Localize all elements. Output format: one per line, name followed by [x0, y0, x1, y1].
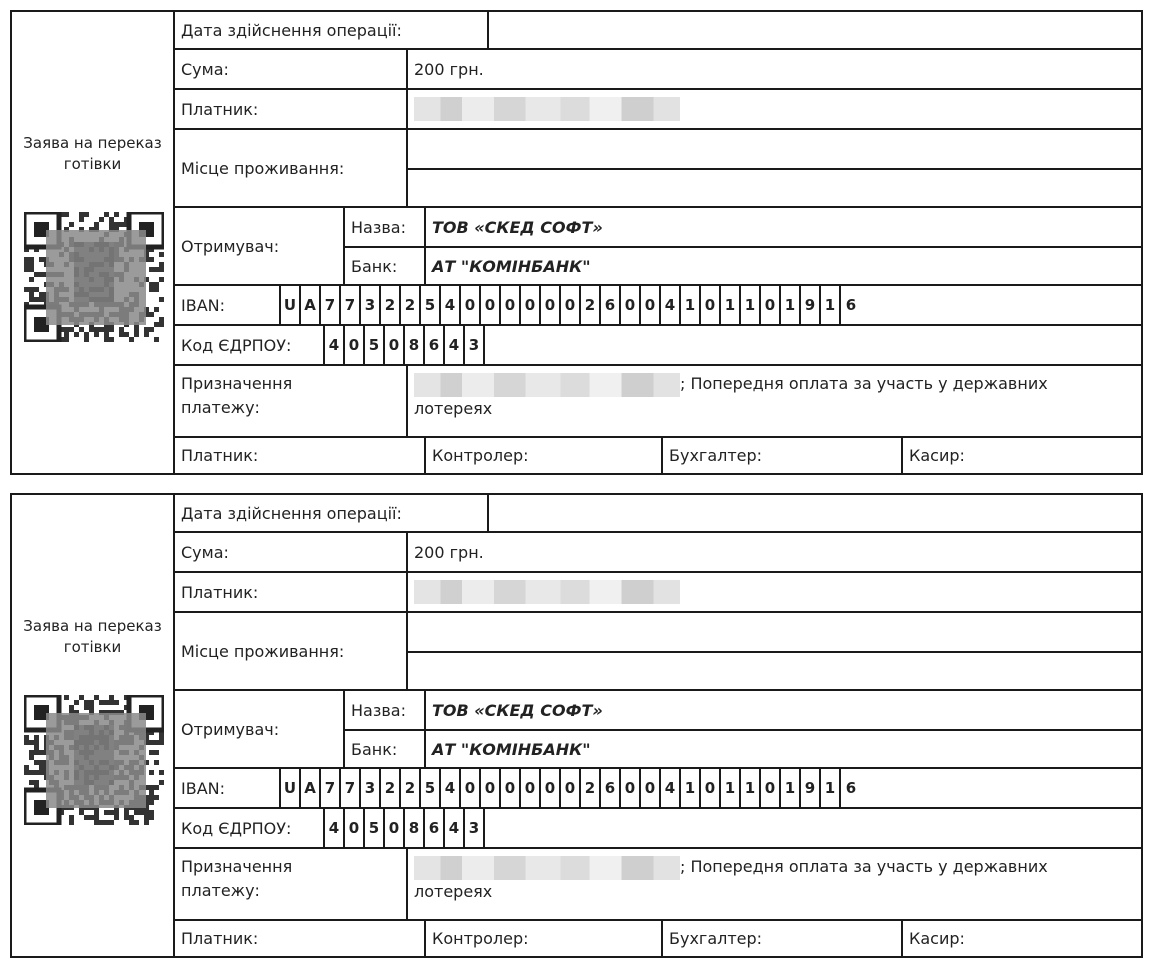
- iban-char: 0: [481, 286, 501, 324]
- date-value-field[interactable]: [489, 12, 1141, 48]
- edrpou-digit: 3: [465, 809, 485, 847]
- bank-value: АТ "КОМІНБАНК": [432, 256, 591, 276]
- form-side-panel: [12, 495, 175, 956]
- edrpou-digit: 5: [365, 326, 385, 364]
- edrpou-label: Код ЄДРПОУ:: [175, 326, 325, 364]
- redacted-payer-name: [414, 580, 680, 604]
- iban-char: 1: [741, 769, 761, 807]
- sum-label: Сума:: [175, 533, 408, 571]
- iban-char: 1: [741, 286, 761, 324]
- iban-char: A: [301, 769, 321, 807]
- sign-payer-label: Платник:: [175, 921, 426, 956]
- edrpou-digit: 4: [445, 809, 465, 847]
- date-value-field[interactable]: [489, 495, 1141, 531]
- edrpou-digit: 0: [385, 809, 405, 847]
- iban-char: 0: [461, 286, 481, 324]
- iban-char: 1: [821, 769, 841, 807]
- iban-char: 1: [721, 286, 741, 324]
- payer-label: Платник:: [175, 90, 408, 128]
- iban-char: 6: [845, 296, 857, 314]
- sum-value: 200 грн.: [414, 59, 484, 79]
- payer-row: [175, 90, 1141, 130]
- form-fields: [175, 495, 1141, 956]
- iban-char: 0: [701, 286, 721, 324]
- residence-row: [175, 130, 1141, 208]
- edrpou-row: [175, 326, 1141, 366]
- signatures-row: [175, 438, 1141, 473]
- edrpou-digit: 4: [445, 326, 465, 364]
- recipient-block: [175, 691, 1141, 769]
- edrpou-digit: 8: [405, 326, 425, 364]
- bank-label: Банк:: [345, 248, 426, 284]
- edrpou-digits: [325, 809, 485, 847]
- form-title: Заява на переказ готівки: [23, 134, 162, 173]
- iban-char: 5: [421, 769, 441, 807]
- iban-char: 6: [601, 286, 621, 324]
- edrpou-digit: 5: [365, 809, 385, 847]
- edrpou-digit: 0: [345, 809, 365, 847]
- purpose-value: [408, 366, 1141, 436]
- iban-char: U: [281, 769, 301, 807]
- iban-char: 1: [681, 286, 701, 324]
- iban-char: 0: [461, 769, 481, 807]
- edrpou-digit: 8: [405, 809, 425, 847]
- purpose-row: [175, 849, 1141, 921]
- edrpou-digit: 3: [465, 326, 485, 364]
- iban-char: 6: [845, 779, 857, 797]
- payer-value-field[interactable]: [408, 90, 1141, 128]
- iban-char: 7: [341, 286, 361, 324]
- iban-row: [175, 769, 1141, 809]
- iban-char: 4: [441, 769, 461, 807]
- qr-code-icon: [24, 212, 164, 342]
- iban-char: 0: [701, 769, 721, 807]
- iban-char: 5: [421, 286, 441, 324]
- iban-char: 0: [561, 769, 581, 807]
- sign-cashier-label: Касир:: [909, 446, 965, 465]
- bank-label: Банк:: [345, 731, 426, 767]
- sign-cashier-label: Касир:: [909, 929, 965, 948]
- iban-char: 0: [501, 769, 521, 807]
- date-label: Дата здійснення операції:: [175, 12, 489, 48]
- name-label: Назва:: [345, 691, 426, 729]
- recipient-label: Отримувач:: [175, 208, 345, 284]
- signatures-row: [175, 921, 1141, 956]
- payer-row: [175, 573, 1141, 613]
- iban-char: 0: [761, 286, 781, 324]
- iban-char: 2: [381, 286, 401, 324]
- payer-value-field[interactable]: [408, 573, 1141, 611]
- iban-label: IBAN:: [175, 286, 281, 324]
- iban-char: 0: [481, 769, 501, 807]
- iban-char: 0: [641, 286, 661, 324]
- iban-char: 0: [641, 769, 661, 807]
- redacted-payer-name: [414, 97, 680, 121]
- iban-char: 4: [441, 286, 461, 324]
- form-side-panel: [12, 12, 175, 473]
- iban-char: 1: [681, 769, 701, 807]
- recipient-name-value: ТОВ «СКЕД СОФТ»: [432, 700, 603, 720]
- purpose-text-line-2: лотереях: [414, 398, 493, 418]
- sign-accountant-label: Бухгалтер:: [663, 921, 903, 956]
- residence-label: Місце проживання:: [175, 613, 408, 689]
- purpose-text-line-1: ; Попередня оплата за участь у державних: [680, 857, 1048, 876]
- iban-char: 3: [361, 769, 381, 807]
- purpose-text-line-2: лотереях: [414, 881, 493, 901]
- purpose-text-line-1: ; Попередня оплата за участь у державних: [680, 374, 1048, 393]
- iban-char: 2: [581, 769, 601, 807]
- sum-label: Сума:: [175, 50, 408, 88]
- recipient-name-value: ТОВ «СКЕД СОФТ»: [432, 217, 603, 237]
- iban-char: 2: [401, 769, 421, 807]
- iban-char: 4: [661, 286, 681, 324]
- iban-char: 7: [321, 769, 341, 807]
- iban-row: [175, 286, 1141, 326]
- edrpou-digit: 6: [425, 326, 445, 364]
- iban-char: 0: [521, 286, 541, 324]
- iban-char: 1: [721, 769, 741, 807]
- iban-char: 0: [621, 286, 641, 324]
- iban-char: 7: [341, 769, 361, 807]
- iban-char: 0: [621, 769, 641, 807]
- date-row: [175, 495, 1141, 533]
- iban-char: 9: [801, 286, 821, 324]
- sign-controller-label: Контролер:: [426, 438, 663, 473]
- date-row: [175, 12, 1141, 50]
- payer-label: Платник:: [175, 573, 408, 611]
- iban-char: 0: [541, 769, 561, 807]
- iban-char: 0: [501, 286, 521, 324]
- edrpou-row: [175, 809, 1141, 849]
- edrpou-digit: 4: [325, 809, 345, 847]
- iban-digits: [281, 286, 1141, 324]
- iban-char: 4: [661, 769, 681, 807]
- sign-accountant-label: Бухгалтер:: [663, 438, 903, 473]
- iban-char: 0: [761, 769, 781, 807]
- edrpou-digit: 4: [325, 326, 345, 364]
- iban-char: 2: [581, 286, 601, 324]
- sign-payer-label: Платник:: [175, 438, 426, 473]
- date-label: Дата здійснення операції:: [175, 495, 489, 531]
- residence-divider: [408, 651, 1141, 653]
- payment-form: [10, 10, 1143, 475]
- sum-row: [175, 50, 1141, 90]
- iban-char: 0: [521, 769, 541, 807]
- iban-char: 2: [381, 769, 401, 807]
- redacted-purpose-prefix: [414, 373, 680, 397]
- iban-char: A: [301, 286, 321, 324]
- edrpou-digits: [325, 326, 485, 364]
- residence-divider: [408, 168, 1141, 170]
- purpose-label: [175, 849, 408, 919]
- residence-row: [175, 613, 1141, 691]
- sign-controller-label: Контролер:: [426, 921, 663, 956]
- iban-char: 7: [321, 286, 341, 324]
- form-title: Заява на переказ готівки: [23, 617, 162, 656]
- iban-char: 3: [361, 286, 381, 324]
- iban-char: 0: [541, 286, 561, 324]
- purpose-label-line-1: Призначення: [181, 374, 293, 393]
- purpose-label-line-2: платежу:: [181, 881, 260, 900]
- bank-value: АТ "КОМІНБАНК": [432, 739, 591, 759]
- edrpou-digit: 0: [385, 326, 405, 364]
- redacted-purpose-prefix: [414, 856, 680, 880]
- purpose-label-line-2: платежу:: [181, 398, 260, 417]
- purpose-label-line-1: Призначення: [181, 857, 293, 876]
- iban-label: IBAN:: [175, 769, 281, 807]
- edrpou-digit: 6: [425, 809, 445, 847]
- name-label: Назва:: [345, 208, 426, 246]
- recipient-label: Отримувач:: [175, 691, 345, 767]
- iban-char: 2: [401, 286, 421, 324]
- iban-char: 1: [821, 286, 841, 324]
- payment-form: [10, 493, 1143, 958]
- iban-char: 1: [781, 286, 801, 324]
- form-fields: [175, 12, 1141, 473]
- iban-char: 0: [561, 286, 581, 324]
- residence-label: Місце проживання:: [175, 130, 408, 206]
- iban-char: 6: [601, 769, 621, 807]
- iban-char: 1: [781, 769, 801, 807]
- sum-row: [175, 533, 1141, 573]
- recipient-block: [175, 208, 1141, 286]
- qr-code-icon: [24, 695, 164, 825]
- purpose-value: [408, 849, 1141, 919]
- iban-digits: [281, 769, 1141, 807]
- purpose-label: [175, 366, 408, 436]
- sum-value: 200 грн.: [414, 542, 484, 562]
- purpose-row: [175, 366, 1141, 438]
- iban-char: 9: [801, 769, 821, 807]
- edrpou-digit: 0: [345, 326, 365, 364]
- edrpou-label: Код ЄДРПОУ:: [175, 809, 325, 847]
- iban-char: U: [281, 286, 301, 324]
